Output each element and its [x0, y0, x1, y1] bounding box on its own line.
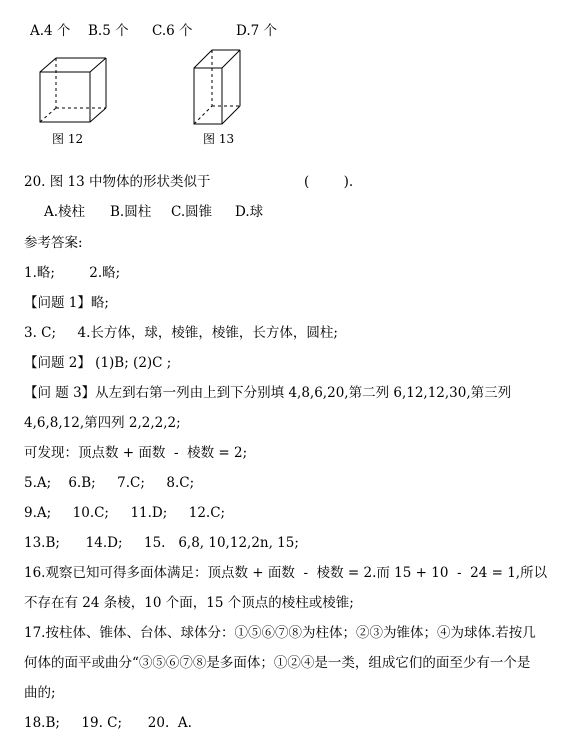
answer-line: 5.A; 6.B; 7.C; 8.C; — [24, 475, 195, 491]
answer-line: 曲的; — [24, 685, 56, 701]
answer-line: 18.B; 19. C; 20. A. — [24, 715, 192, 731]
answer-line: 【问题 1】略; — [24, 295, 109, 311]
option-c: C.6 个 — [152, 23, 193, 39]
answer-line: 9.A; 10.C; 11.D; 12.C; — [24, 505, 226, 521]
answer-line: 3. C; 4.长方体，球，棱锥，棱锥，长方体，圆柱; — [24, 325, 338, 341]
answer-line: 【问题 2】 (1)B; (2)C ; — [24, 355, 172, 371]
question20-stem: 20. 图 13 中物体的形状类似于 — [24, 174, 211, 190]
answer-line: 4,6,8,12,第四列 2,2,2,2; — [24, 415, 181, 431]
figure-12-cube — [34, 54, 114, 126]
q20-option-a: A.棱柱 — [44, 204, 86, 220]
figure-13-caption: 图 13 — [203, 132, 235, 146]
option-d: D.7 个 — [236, 23, 278, 39]
q20-option-d: D.球 — [235, 204, 264, 220]
option-b: B.5 个 — [88, 23, 129, 39]
answer-line: 13.B; 14.D; 15. 6,8, 10,12,2n, 15; — [24, 535, 299, 551]
answer-line: 不存在有 24 条棱，10 个面，15 个顶点的棱柱或棱锥; — [24, 595, 354, 611]
answers-heading: 参考答案: — [24, 235, 83, 251]
answer-line: 可发现：顶点数 + 面数 - 棱数 = 2; — [24, 445, 248, 461]
answer-line: 1.略; 2.略; — [24, 265, 121, 281]
q20-option-c: C.圆锥 — [171, 204, 213, 220]
option-a: A.4 个 — [30, 23, 71, 39]
figure-13-prism — [190, 46, 246, 128]
q20-option-b: B.圆柱 — [110, 204, 152, 220]
question20-blank: ( ). — [304, 174, 354, 190]
answer-line: 【问 题 3】从左到右第一列由上到下分别填 4,8,6,20,第二列 6,12,12,30,第三列 — [24, 385, 512, 401]
answer-line: 16.观察已知可得多面体满足：顶点数 + 面数 - 棱数 = 2.而 15 + 10 - 24 = 1,所以 — [24, 565, 548, 581]
answer-line: 何体的面平或曲分“③⑤⑥⑦⑧是多面体；①②④是一类，组成它们的面至少有一个是 — [24, 655, 531, 671]
figure-12-caption: 图 12 — [52, 132, 84, 146]
answer-line: 17.按柱体、锥体、台体、球体分：①⑤⑥⑦⑧为柱体；②③为锥体；④为球体.若按几 — [24, 625, 536, 641]
